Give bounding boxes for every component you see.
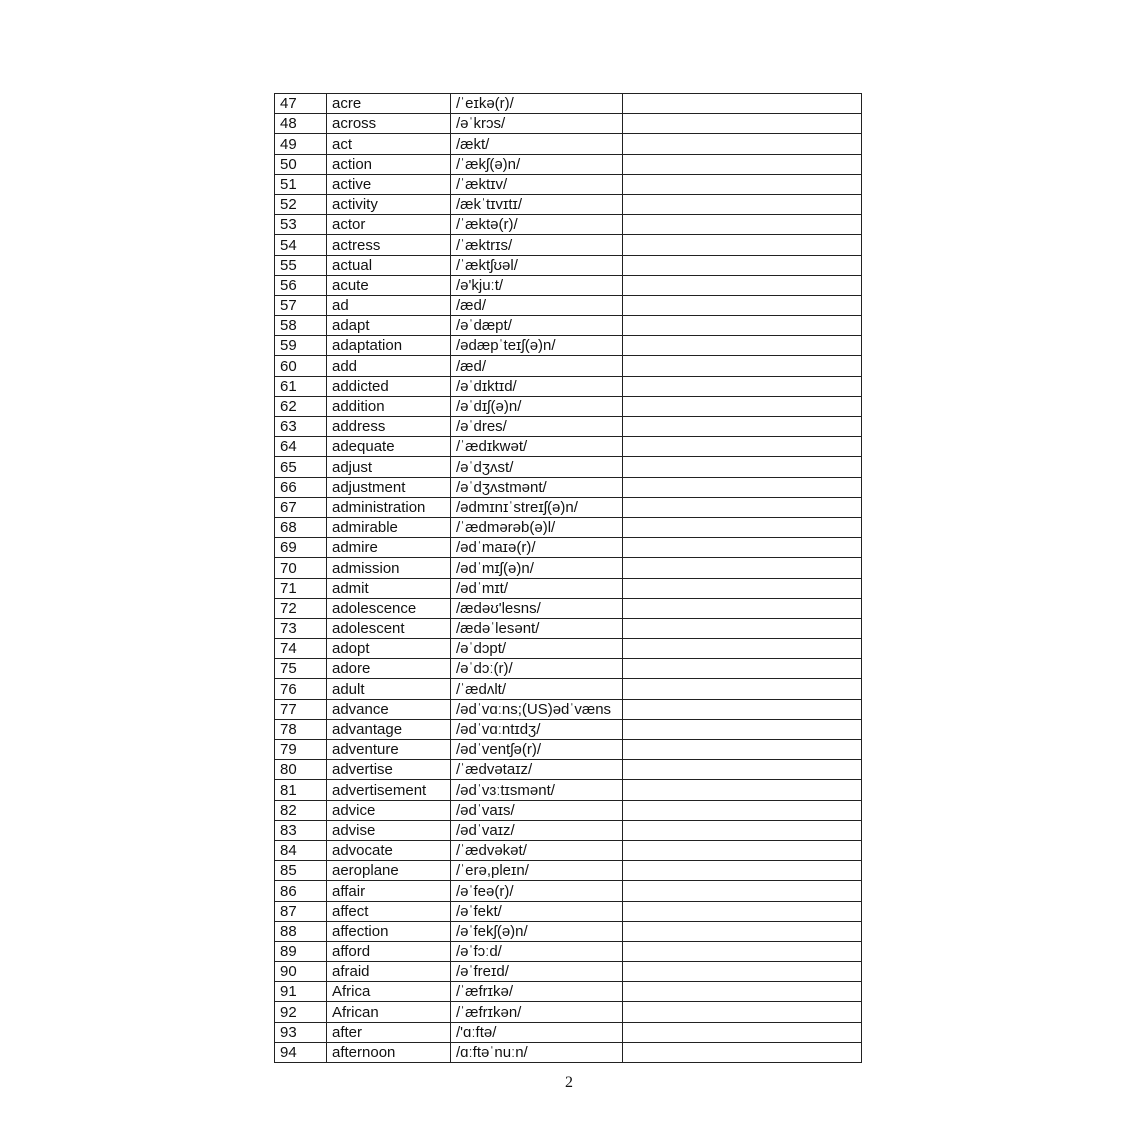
entry-blank-cell bbox=[623, 800, 862, 820]
table-row bbox=[275, 457, 862, 477]
entry-number: 50 bbox=[275, 154, 327, 174]
table-row bbox=[275, 295, 862, 315]
entry-number: 82 bbox=[275, 800, 327, 820]
entry-blank-cell bbox=[623, 941, 862, 961]
entry-number: 86 bbox=[275, 881, 327, 901]
table-row bbox=[275, 740, 862, 760]
table-row bbox=[275, 255, 862, 275]
entry-number: 48 bbox=[275, 114, 327, 134]
entry-word: admire bbox=[327, 538, 451, 558]
entry-word: advertise bbox=[327, 760, 451, 780]
entry-blank-cell bbox=[623, 659, 862, 679]
entry-number: 85 bbox=[275, 861, 327, 881]
entry-word: advise bbox=[327, 820, 451, 840]
table-row bbox=[275, 1042, 862, 1062]
entry-blank-cell bbox=[623, 356, 862, 376]
table-row bbox=[275, 517, 862, 537]
entry-number: 52 bbox=[275, 194, 327, 214]
entry-word: adore bbox=[327, 659, 451, 679]
table-row bbox=[275, 618, 862, 638]
table-row bbox=[275, 558, 862, 578]
table-row bbox=[275, 699, 862, 719]
entry-pronunciation: /ˈædvətaɪz/ bbox=[451, 760, 623, 780]
entry-pronunciation: /ə'kjuːt/ bbox=[451, 275, 623, 295]
entry-pronunciation: /ˈædvəkət/ bbox=[451, 840, 623, 860]
entry-pronunciation: /əˈkrɔs/ bbox=[451, 114, 623, 134]
entry-pronunciation: /ˈerə,pleɪn/ bbox=[451, 861, 623, 881]
entry-blank-cell bbox=[623, 174, 862, 194]
entry-pronunciation: /ədˈvaɪz/ bbox=[451, 820, 623, 840]
entry-pronunciation: /əˈdɔpt/ bbox=[451, 639, 623, 659]
entry-word: admit bbox=[327, 578, 451, 598]
entry-word: actor bbox=[327, 215, 451, 235]
entry-blank-cell bbox=[623, 861, 862, 881]
entry-blank-cell bbox=[623, 215, 862, 235]
entry-pronunciation: /əˈdɔː(r)/ bbox=[451, 659, 623, 679]
entry-word: actress bbox=[327, 235, 451, 255]
entry-blank-cell bbox=[623, 477, 862, 497]
entry-number: 49 bbox=[275, 134, 327, 154]
entry-number: 51 bbox=[275, 174, 327, 194]
entry-word: afraid bbox=[327, 962, 451, 982]
entry-word: adopt bbox=[327, 639, 451, 659]
entry-word: act bbox=[327, 134, 451, 154]
entry-number: 75 bbox=[275, 659, 327, 679]
entry-word: actual bbox=[327, 255, 451, 275]
entry-pronunciation: /ɑːftəˈnuːn/ bbox=[451, 1042, 623, 1062]
vocabulary-table bbox=[274, 93, 862, 1063]
entry-word: admirable bbox=[327, 517, 451, 537]
entry-blank-cell bbox=[623, 538, 862, 558]
entry-blank-cell bbox=[623, 921, 862, 941]
entry-blank-cell bbox=[623, 94, 862, 114]
entry-blank-cell bbox=[623, 881, 862, 901]
entry-number: 90 bbox=[275, 962, 327, 982]
entry-number: 65 bbox=[275, 457, 327, 477]
entry-word: acute bbox=[327, 275, 451, 295]
entry-pronunciation: /'ɑːftə/ bbox=[451, 1022, 623, 1042]
table-row bbox=[275, 497, 862, 517]
table-row bbox=[275, 215, 862, 235]
entry-pronunciation: /ˈeɪkə(r)/ bbox=[451, 94, 623, 114]
entry-word: advertisement bbox=[327, 780, 451, 800]
table-row bbox=[275, 659, 862, 679]
entry-pronunciation: /ˈæfrɪkən/ bbox=[451, 1002, 623, 1022]
entry-pronunciation: /ækt/ bbox=[451, 134, 623, 154]
entry-word: African bbox=[327, 1002, 451, 1022]
entry-pronunciation: /ˈædɪkwət/ bbox=[451, 437, 623, 457]
entry-word: addicted bbox=[327, 376, 451, 396]
table-row bbox=[275, 901, 862, 921]
entry-word: afternoon bbox=[327, 1042, 451, 1062]
entry-blank-cell bbox=[623, 840, 862, 860]
entry-blank-cell bbox=[623, 275, 862, 295]
entry-number: 72 bbox=[275, 598, 327, 618]
entry-pronunciation: /ˈæktrɪs/ bbox=[451, 235, 623, 255]
entry-number: 78 bbox=[275, 719, 327, 739]
entry-word: adolescence bbox=[327, 598, 451, 618]
entry-word: affect bbox=[327, 901, 451, 921]
entry-number: 80 bbox=[275, 760, 327, 780]
table-row bbox=[275, 154, 862, 174]
entry-pronunciation: /ˈækʃ(ə)n/ bbox=[451, 154, 623, 174]
entry-word: advance bbox=[327, 699, 451, 719]
entry-blank-cell bbox=[623, 962, 862, 982]
entry-pronunciation: /ədˈventʃə(r)/ bbox=[451, 740, 623, 760]
table-row bbox=[275, 941, 862, 961]
table-row bbox=[275, 861, 862, 881]
table-row bbox=[275, 679, 862, 699]
entry-word: affection bbox=[327, 921, 451, 941]
entry-number: 94 bbox=[275, 1042, 327, 1062]
entry-number: 67 bbox=[275, 497, 327, 517]
entry-blank-cell bbox=[623, 1042, 862, 1062]
table-row bbox=[275, 437, 862, 457]
entry-pronunciation: /əˈdæpt/ bbox=[451, 316, 623, 336]
table-row bbox=[275, 639, 862, 659]
page-number: 2 bbox=[565, 1074, 573, 1091]
entry-number: 71 bbox=[275, 578, 327, 598]
entry-number: 56 bbox=[275, 275, 327, 295]
entry-blank-cell bbox=[623, 336, 862, 356]
entry-blank-cell bbox=[623, 417, 862, 437]
table-row bbox=[275, 194, 862, 214]
entry-word: adolescent bbox=[327, 618, 451, 638]
table-row bbox=[275, 275, 862, 295]
entry-number: 92 bbox=[275, 1002, 327, 1022]
entry-word: affair bbox=[327, 881, 451, 901]
entry-blank-cell bbox=[623, 235, 862, 255]
entry-blank-cell bbox=[623, 618, 862, 638]
table-row bbox=[275, 800, 862, 820]
entry-number: 62 bbox=[275, 396, 327, 416]
table-row bbox=[275, 376, 862, 396]
entry-number: 79 bbox=[275, 740, 327, 760]
entry-number: 76 bbox=[275, 679, 327, 699]
entry-blank-cell bbox=[623, 457, 862, 477]
table-row bbox=[275, 982, 862, 1002]
entry-number: 73 bbox=[275, 618, 327, 638]
entry-blank-cell bbox=[623, 780, 862, 800]
entry-number: 91 bbox=[275, 982, 327, 1002]
table-row bbox=[275, 1002, 862, 1022]
entry-pronunciation: /æd/ bbox=[451, 356, 623, 376]
entry-word: action bbox=[327, 154, 451, 174]
entry-number: 57 bbox=[275, 295, 327, 315]
entry-pronunciation: /ˈæktə(r)/ bbox=[451, 215, 623, 235]
table-row bbox=[275, 820, 862, 840]
vocabulary-table-body bbox=[275, 94, 862, 1063]
entry-pronunciation: /ədˈvɑːntɪdʒ/ bbox=[451, 719, 623, 739]
entry-number: 55 bbox=[275, 255, 327, 275]
entry-word: administration bbox=[327, 497, 451, 517]
entry-blank-cell bbox=[623, 760, 862, 780]
entry-number: 53 bbox=[275, 215, 327, 235]
entry-pronunciation: /əˈfɔːd/ bbox=[451, 941, 623, 961]
table-row bbox=[275, 719, 862, 739]
entry-pronunciation: /əˈdɪktɪd/ bbox=[451, 376, 623, 396]
entry-word: add bbox=[327, 356, 451, 376]
entry-blank-cell bbox=[623, 316, 862, 336]
entry-word: advantage bbox=[327, 719, 451, 739]
entry-blank-cell bbox=[623, 639, 862, 659]
entry-word: admission bbox=[327, 558, 451, 578]
entry-number: 47 bbox=[275, 94, 327, 114]
entry-pronunciation: /əˈfekʃ(ə)n/ bbox=[451, 921, 623, 941]
entry-number: 69 bbox=[275, 538, 327, 558]
table-row bbox=[275, 578, 862, 598]
entry-word: acre bbox=[327, 94, 451, 114]
entry-pronunciation: /ˈædmərəb(ə)l/ bbox=[451, 517, 623, 537]
table-row bbox=[275, 962, 862, 982]
entry-blank-cell bbox=[623, 598, 862, 618]
entry-word: advocate bbox=[327, 840, 451, 860]
entry-pronunciation: /əˈfreɪd/ bbox=[451, 962, 623, 982]
entry-blank-cell bbox=[623, 1002, 862, 1022]
entry-number: 89 bbox=[275, 941, 327, 961]
table-row bbox=[275, 316, 862, 336]
entry-number: 54 bbox=[275, 235, 327, 255]
entry-blank-cell bbox=[623, 1022, 862, 1042]
entry-pronunciation: /ədmɪnɪˈstreɪʃ(ə)n/ bbox=[451, 497, 623, 517]
entry-number: 60 bbox=[275, 356, 327, 376]
entry-word: addition bbox=[327, 396, 451, 416]
entry-number: 66 bbox=[275, 477, 327, 497]
entry-number: 84 bbox=[275, 840, 327, 860]
entry-number: 63 bbox=[275, 417, 327, 437]
entry-pronunciation: /ədˈvɑːns;(US)ədˈvæns bbox=[451, 699, 623, 719]
table-row bbox=[275, 174, 862, 194]
entry-word: across bbox=[327, 114, 451, 134]
entry-blank-cell bbox=[623, 154, 862, 174]
entry-blank-cell bbox=[623, 820, 862, 840]
entry-pronunciation: /ˈæfrɪkə/ bbox=[451, 982, 623, 1002]
table-row bbox=[275, 881, 862, 901]
entry-number: 83 bbox=[275, 820, 327, 840]
entry-number: 74 bbox=[275, 639, 327, 659]
entry-number: 70 bbox=[275, 558, 327, 578]
entry-pronunciation: /ækˈtɪvɪtɪ/ bbox=[451, 194, 623, 214]
entry-blank-cell bbox=[623, 517, 862, 537]
entry-word: active bbox=[327, 174, 451, 194]
entry-pronunciation: /əˈdɪʃ(ə)n/ bbox=[451, 396, 623, 416]
entry-number: 81 bbox=[275, 780, 327, 800]
entry-word: adaptation bbox=[327, 336, 451, 356]
entry-blank-cell bbox=[623, 396, 862, 416]
entry-word: activity bbox=[327, 194, 451, 214]
table-row bbox=[275, 477, 862, 497]
entry-pronunciation: /ˈædʌlt/ bbox=[451, 679, 623, 699]
table-row bbox=[275, 780, 862, 800]
entry-pronunciation: /ədˈmɪʃ(ə)n/ bbox=[451, 558, 623, 578]
table-row bbox=[275, 921, 862, 941]
table-row bbox=[275, 235, 862, 255]
entry-word: adjust bbox=[327, 457, 451, 477]
table-row bbox=[275, 598, 862, 618]
entry-pronunciation: /əˈfekt/ bbox=[451, 901, 623, 921]
entry-number: 88 bbox=[275, 921, 327, 941]
entry-word: adventure bbox=[327, 740, 451, 760]
table-row bbox=[275, 1022, 862, 1042]
table-row bbox=[275, 134, 862, 154]
entry-blank-cell bbox=[623, 982, 862, 1002]
entry-number: 93 bbox=[275, 1022, 327, 1042]
entry-pronunciation: /ædəˈlesənt/ bbox=[451, 618, 623, 638]
entry-pronunciation: /əˈdʒʌstmənt/ bbox=[451, 477, 623, 497]
entry-pronunciation: /ədˈmɪt/ bbox=[451, 578, 623, 598]
entry-blank-cell bbox=[623, 295, 862, 315]
table-row bbox=[275, 356, 862, 376]
entry-blank-cell bbox=[623, 679, 862, 699]
entry-word: adapt bbox=[327, 316, 451, 336]
entry-number: 61 bbox=[275, 376, 327, 396]
entry-blank-cell bbox=[623, 194, 862, 214]
entry-word: aeroplane bbox=[327, 861, 451, 881]
entry-number: 59 bbox=[275, 336, 327, 356]
entry-blank-cell bbox=[623, 578, 862, 598]
table-row bbox=[275, 114, 862, 134]
entry-number: 87 bbox=[275, 901, 327, 921]
entry-pronunciation: /ədæpˈteɪʃ(ə)n/ bbox=[451, 336, 623, 356]
table-row bbox=[275, 840, 862, 860]
entry-number: 58 bbox=[275, 316, 327, 336]
entry-blank-cell bbox=[623, 901, 862, 921]
entry-pronunciation: /əˈfeə(r)/ bbox=[451, 881, 623, 901]
entry-pronunciation: /æd/ bbox=[451, 295, 623, 315]
entry-number: 64 bbox=[275, 437, 327, 457]
entry-pronunciation: /ædəʊ'lesns/ bbox=[451, 598, 623, 618]
entry-blank-cell bbox=[623, 114, 862, 134]
entry-word: ad bbox=[327, 295, 451, 315]
entry-blank-cell bbox=[623, 255, 862, 275]
entry-word: adequate bbox=[327, 437, 451, 457]
entry-blank-cell bbox=[623, 134, 862, 154]
entry-pronunciation: /əˈdres/ bbox=[451, 417, 623, 437]
entry-word: adjustment bbox=[327, 477, 451, 497]
entry-blank-cell bbox=[623, 376, 862, 396]
entry-pronunciation: /əˈdʒʌst/ bbox=[451, 457, 623, 477]
entry-pronunciation: /ədˈvaɪs/ bbox=[451, 800, 623, 820]
entry-blank-cell bbox=[623, 497, 862, 517]
table-row bbox=[275, 417, 862, 437]
entry-pronunciation: /ədˈvɜːtɪsmənt/ bbox=[451, 780, 623, 800]
entry-word: advice bbox=[327, 800, 451, 820]
entry-word: after bbox=[327, 1022, 451, 1042]
entry-word: adult bbox=[327, 679, 451, 699]
entry-blank-cell bbox=[623, 558, 862, 578]
table-row bbox=[275, 538, 862, 558]
entry-blank-cell bbox=[623, 740, 862, 760]
entry-word: address bbox=[327, 417, 451, 437]
entry-blank-cell bbox=[623, 437, 862, 457]
entry-pronunciation: /ədˈmaɪə(r)/ bbox=[451, 538, 623, 558]
entry-word: afford bbox=[327, 941, 451, 961]
entry-number: 68 bbox=[275, 517, 327, 537]
entry-pronunciation: /ˈæktɪv/ bbox=[451, 174, 623, 194]
entry-word: Africa bbox=[327, 982, 451, 1002]
entry-number: 77 bbox=[275, 699, 327, 719]
table-row bbox=[275, 94, 862, 114]
table-row bbox=[275, 760, 862, 780]
entry-blank-cell bbox=[623, 699, 862, 719]
entry-pronunciation: /ˈæktʃʊəl/ bbox=[451, 255, 623, 275]
table-row bbox=[275, 336, 862, 356]
table-row bbox=[275, 396, 862, 416]
entry-blank-cell bbox=[623, 719, 862, 739]
